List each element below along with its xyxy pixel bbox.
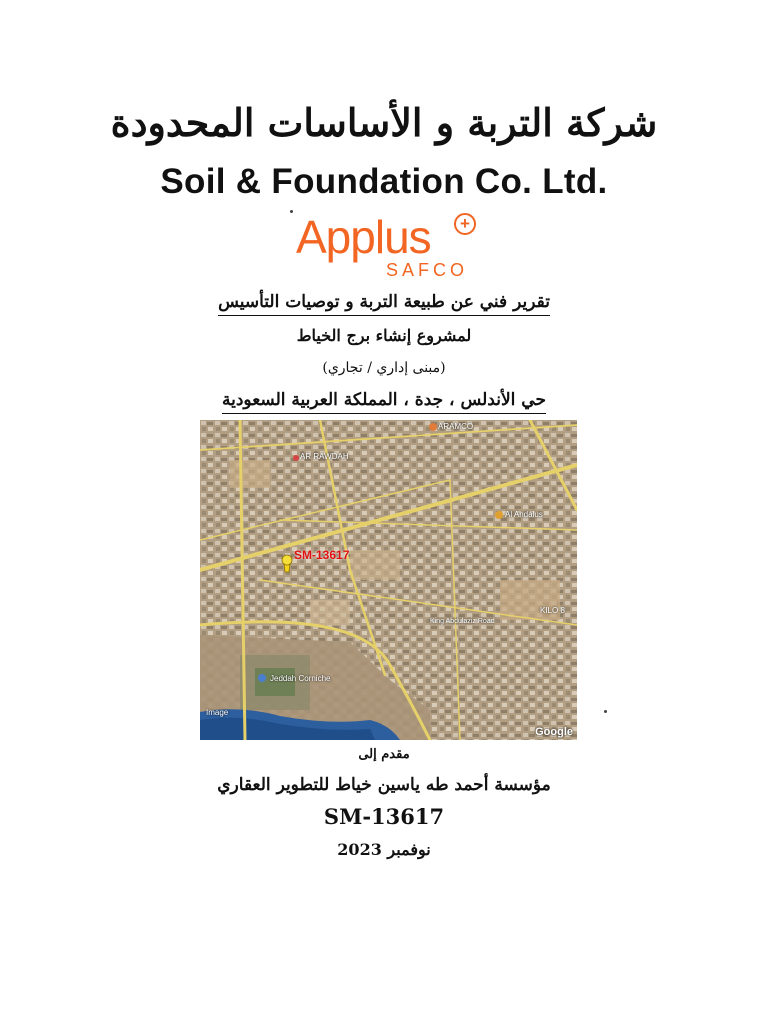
map-label-corner-right: KILO 8 — [540, 606, 565, 615]
report-title-line — [0, 292, 768, 312]
map-label-top-right: ARAMCO — [438, 422, 474, 431]
client-name: مؤسسة أحمد طه ياسين خياط للتطوير العقاري — [217, 775, 551, 795]
company-title-arabic: شركة التربة و الأساسات المحدودة — [110, 100, 658, 145]
map-label-top-left: AR RAWDAH — [300, 452, 349, 461]
google-watermark: Google — [535, 726, 573, 738]
building-type-line: (مبنى إداري / تجاري) — [322, 360, 446, 376]
scan-speck — [604, 710, 607, 713]
submitted-to-label: مقدم إلى — [358, 747, 410, 762]
map-label-mid-right: King Abdulaziz Road — [430, 618, 495, 625]
map-label-bottom-poi: Jeddah Corniche — [270, 674, 331, 683]
site-location-map — [200, 420, 577, 740]
location-line — [0, 390, 768, 410]
map-label-bottom-left: Image — [206, 708, 229, 717]
report-date — [0, 840, 768, 859]
company-title-english: Soil & Foundation Co. Ltd. — [160, 162, 608, 201]
project-name-line: لمشروع إنشاء برج الخياط — [296, 326, 472, 345]
date-year: 2023 — [337, 840, 382, 859]
logo-subtitle: SAFCO — [386, 260, 469, 280]
applus-safco-logo — [296, 212, 481, 284]
report-title: تقرير فني عن طبيعة التربة و توصيات التأسيس — [218, 292, 550, 316]
scan-speck — [290, 210, 293, 213]
report-code: SM-13617 — [323, 804, 445, 829]
map-label-right-poi: Al Andalus — [505, 510, 543, 519]
logo-plus-icon: + — [454, 213, 476, 235]
location-text: حي الأندلس ، جدة ، المملكة العربية السعودية — [222, 390, 546, 414]
satellite-image — [200, 420, 577, 740]
logo-wordmark: Applus — [296, 211, 431, 263]
site-pin-label: SM-13617 — [294, 548, 350, 562]
date-month: نوفمبر — [387, 840, 431, 859]
